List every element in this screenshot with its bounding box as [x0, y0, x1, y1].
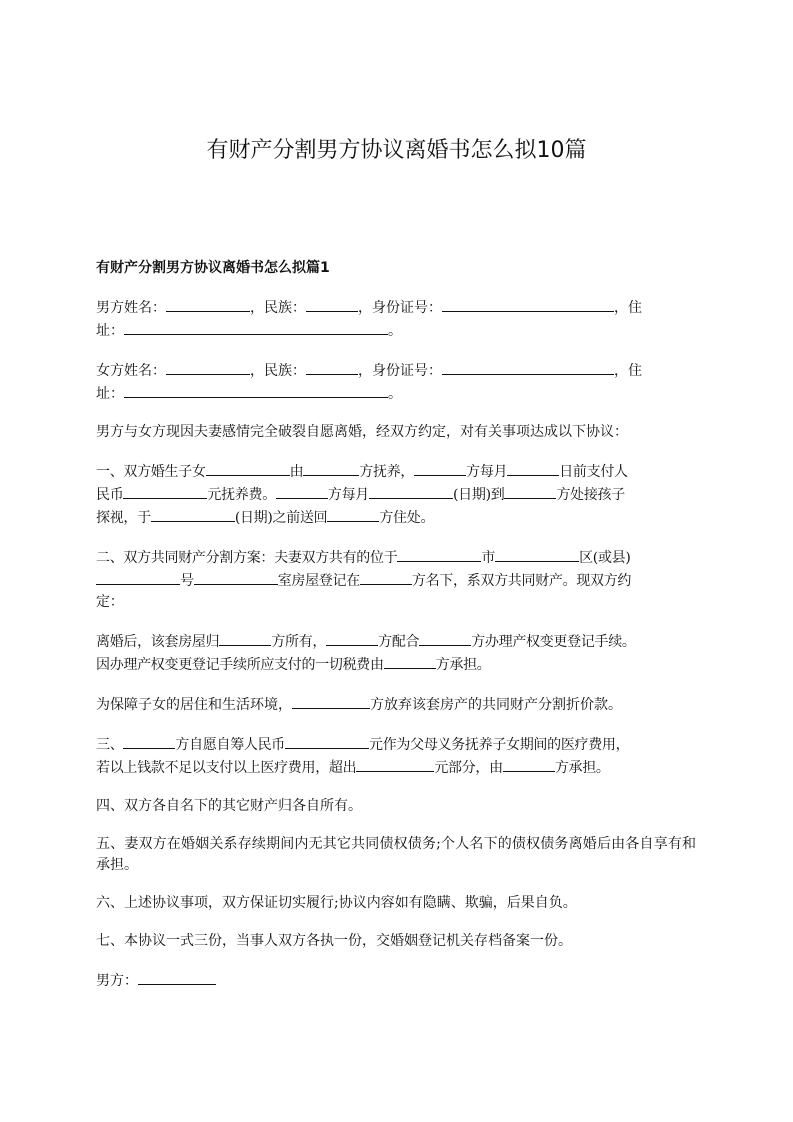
clause-3-text: 方自愿自筹人民币	[175, 737, 286, 753]
clause-1-blank	[303, 460, 359, 476]
female-address-label-2: 址：	[96, 386, 124, 402]
clause-2-children-blank	[292, 693, 370, 709]
female-name-blank	[166, 359, 250, 375]
intro-paragraph: 男方与女方现因夫妻感情完全破裂自愿离婚，经双方约定，对有关事项达成以下协议：	[96, 424, 628, 440]
female-end-mark: 。	[388, 386, 402, 402]
male-ethnicity-label: ，民族：	[250, 300, 306, 316]
clause-1-text: 民币	[96, 487, 124, 503]
clause-3-text: 三、	[96, 737, 124, 753]
clause-2-house-text: 离婚后，该套房屋归	[96, 634, 220, 650]
clause-1-blank	[327, 506, 379, 522]
female-address-blank	[124, 382, 388, 398]
male-info-paragraph	[96, 296, 696, 342]
clause-1-blank	[123, 483, 207, 499]
clause-1-blank	[507, 460, 559, 476]
clause-1-text: 元抚养费。	[207, 487, 276, 503]
signature-blank	[138, 969, 216, 985]
clause-1-text: 方抚养，	[359, 464, 415, 480]
clause-2-text: 定：	[96, 594, 124, 610]
clause-1-blank	[276, 483, 328, 499]
female-id-blank	[442, 359, 614, 375]
clause-3-text: 方承担。	[554, 760, 610, 776]
male-address-label-2: 址：	[96, 323, 124, 339]
clause-1-blank	[414, 460, 466, 476]
clause-2-text: 市	[481, 550, 496, 566]
clause-3-blank	[503, 756, 555, 772]
clause-3-blank	[356, 756, 434, 772]
clause-2-house-blank	[384, 653, 436, 669]
male-name-label: 男方姓名：	[96, 300, 166, 316]
clause-3-text: 若以上钱款不足以支付以上医疗费用，超出	[96, 760, 357, 776]
clause-2-children-text: 为保障子女的居住和生活环境，	[96, 697, 292, 713]
female-address-label: ，住	[614, 363, 642, 379]
clause-2-blank	[495, 546, 579, 562]
clause-4: 四、双方各自名下的其它财产归各自所有。	[96, 798, 362, 814]
clause-2-blank	[194, 569, 278, 585]
clause-2-house	[96, 630, 696, 676]
clause-2-house-blank	[419, 630, 471, 646]
clause-2-blank	[397, 546, 481, 562]
clause-7: 七、本协议一式三份，当事人双方各执一份，交婚姻登记机关存档备案一份。	[96, 933, 572, 949]
clause-3	[96, 733, 696, 779]
clause-2-text: 号	[180, 573, 194, 589]
clause-1-text: 方住处。	[379, 510, 435, 526]
clause-1-text: 方每月	[327, 487, 370, 503]
clause-1-blank	[369, 483, 453, 499]
clause-5: 五、妻双方在婚姻关系存续期间内无其它共同债权债务;个人名下的债权债务离婚后由各自享有和承担。	[96, 836, 696, 873]
clause-1-blank	[504, 483, 556, 499]
male-end-mark: 。	[388, 323, 402, 339]
clause-2-text: 室房屋登记在	[277, 573, 360, 589]
clause-2-text: 方名下，系双方共同财产。现双方约	[411, 573, 632, 589]
female-id-label: ，身份证号：	[358, 363, 442, 379]
male-name-blank	[166, 296, 250, 312]
male-address-blank	[124, 319, 388, 335]
clause-3-text: 元作为父母义务抚养子女期间的医疗费用，	[369, 737, 630, 753]
clause-2-house-blank	[219, 630, 271, 646]
female-info-paragraph	[96, 359, 696, 405]
clause-3-blank	[123, 733, 175, 749]
clause-2-house-text: 方所有，	[271, 634, 327, 650]
clause-2-house-blank	[326, 630, 378, 646]
male-address-label: ，住	[614, 300, 642, 316]
female-name-label: 女方姓名：	[96, 363, 166, 379]
male-ethnicity-blank	[306, 296, 358, 312]
clause-1-text: (日期)之前送回	[234, 510, 328, 526]
clause-1-text: 一、双方婚生子女	[96, 464, 206, 480]
clause-1-text: 方处接孩子	[556, 487, 625, 503]
clause-2-house-text: 方配合	[378, 634, 420, 650]
clause-2-text: 区(或县)	[579, 550, 631, 566]
clause-1-blank	[151, 506, 235, 522]
signature-label: 男方：	[96, 973, 138, 989]
clause-1-text: 由	[289, 464, 304, 480]
clause-2-house-text: 方办理产权变更登记手续。	[471, 634, 636, 650]
clause-2-blank	[360, 569, 412, 585]
female-ethnicity-label: ，民族：	[250, 363, 306, 379]
clause-2-blank	[96, 569, 180, 585]
clause-1	[96, 460, 696, 529]
signature-line	[96, 969, 696, 992]
clause-3-text: 元部分，由	[434, 760, 503, 776]
male-id-label: ，身份证号：	[358, 300, 442, 316]
document-body	[96, 257, 696, 1009]
clause-2	[96, 546, 696, 613]
clause-1-text: 日前支付人	[559, 464, 628, 480]
clause-2-children	[96, 693, 696, 716]
clause-2-house-text: 因办理产权变更登记手续所应支付的一切税费由	[96, 657, 384, 673]
clause-6: 六、上述协议事项，双方保证切实履行;协议内容如有隐瞒、欺骗，后果自负。	[96, 895, 577, 911]
clause-1-text: 方每月	[466, 464, 508, 480]
clause-1-blank	[206, 460, 290, 476]
section-title: 有财产分割男方协议离婚书怎么拟篇1	[96, 260, 330, 276]
clause-2-children-text: 方放弃该套房产的共同财产分割折价款。	[370, 697, 622, 713]
document-title: 有财产分割男方协议离婚书怎么拟10篇	[206, 138, 587, 163]
clause-2-text: 二、双方共同财产分割方案：夫妻双方共有的位于	[96, 550, 398, 566]
female-ethnicity-blank	[306, 359, 358, 375]
clause-3-blank	[285, 733, 369, 749]
male-id-blank	[442, 296, 614, 312]
clause-1-text: 探视，于	[96, 510, 151, 526]
clause-2-house-text: 方承担。	[435, 657, 491, 673]
clause-1-text: (日期)到	[453, 487, 505, 503]
